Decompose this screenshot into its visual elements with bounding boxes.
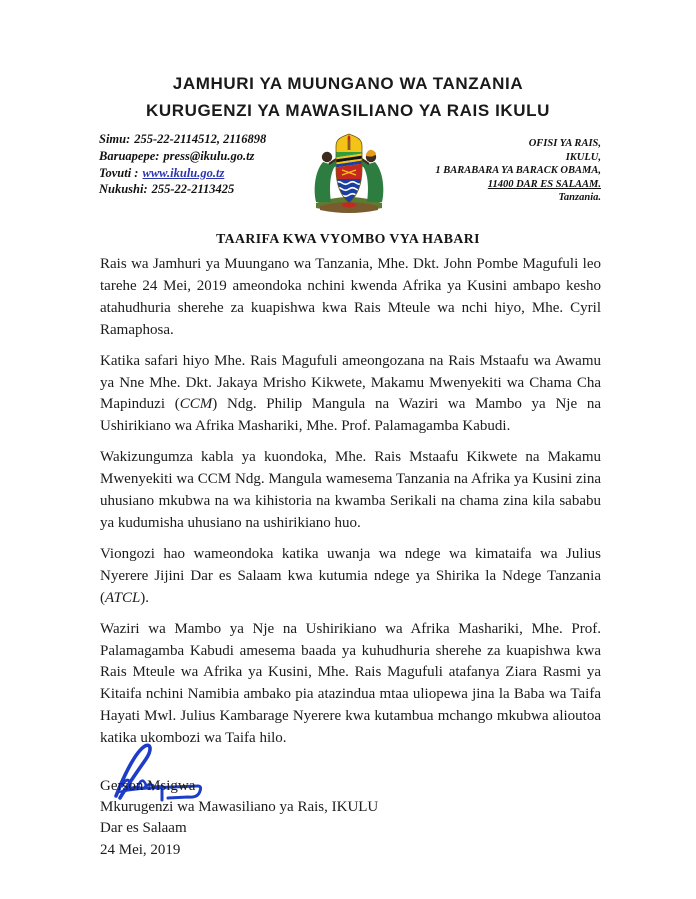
signatory-city: Dar es Salaam <box>100 820 187 837</box>
paragraph-3-text: Wakizungumza kabla ya kuondoka, Mhe. Rais Mstaafu Kikwete na Makamu Mwenyekiti wa CCM Ndg. Mangula wamesema Tanzania na Afrika ya Kusini zina uhusiano mkubwa na wa kihistoria na kwamba Serikali na chama zina kila sababu ya kudumisha uhusiano na ushirikiano huo. <box>100 449 601 531</box>
paragraph-5-text: Waziri wa Mambo ya Nje na Ushirikiano wa Afrika Mashariki, Mhe. Prof. Palamagamba Kabudi amesema baada ya kuhudhuria sherehe za kuapishwa kwa Rais Mteule wa Afrika ya Kusini, Mhe. Rais Magufuli atafanya Ziara Rasmi ya Kitaifa nchini Namibia ambako pia atazindua mtaa uliopewa jina la Baba wa Taifa Hayati Mwl. Julius Kambarage Nyerere kwa kutambua mchango mkubwa alioutoa katika ukombozi wa Taifa hilo. <box>100 620 601 747</box>
email-label: Baruapepe: <box>99 148 160 163</box>
signatory-title: Mkurugenzi wa Mawasiliano ya Rais, IKULU <box>100 799 379 816</box>
title-line-2: KURUGENZI YA MAWASILIANO YA RAIS IKULU <box>145 101 551 120</box>
office-line: OFISI YA RAIS, <box>528 138 601 149</box>
email-value: press@ikulu.go.tz <box>163 148 255 163</box>
signature-block <box>100 776 378 861</box>
title-line-1: JAMHURI YA MUUNGANO WA TANZANIA <box>172 74 524 93</box>
fax-label: Nukushi: <box>99 182 148 197</box>
paragraph-2-text-cont: ) Ndg. Philip Mangula na Waziri wa Mambo ya Nje na Ushirikiano wa Afrika Mashariki, Mhe. Prof. Palamagamba Kabudi. <box>100 396 602 435</box>
paragraph-1-text: Rais wa Jamhuri ya Muungano wa Tanzania, Mhe. Dkt. John Pombe Magufuli leo tarehe 24 Mei, 2019 ameondoka nchini kwenda Afrika ya Kusini ambapo kesho atahudhuria sherehe za kuapishwa kwa Rais Mteule wa nchi hiyo, Mhe. Cyril Ramaphosa. <box>100 256 601 338</box>
signatory-date: 24 Mei, 2019 <box>100 841 181 858</box>
office-address-block <box>435 137 601 205</box>
contact-block <box>99 131 266 198</box>
website-link[interactable]: www.ikulu.go.tz <box>142 165 225 180</box>
paragraph-4-text-cont: ). <box>140 589 150 606</box>
website-label: Tovuti : <box>99 165 139 180</box>
letterhead-title <box>0 70 696 124</box>
paragraph-2-acronym: CCM <box>179 396 213 413</box>
office-line-country: Tanzania. <box>558 192 601 204</box>
phone-value: 255-22-2114512, 2116898 <box>134 132 267 146</box>
paragraph-5 <box>100 619 601 750</box>
phone-line <box>99 131 266 148</box>
paragraph-4-acronym: ATCL <box>105 589 141 606</box>
fax-line <box>99 181 266 198</box>
office-line: 1 BARABARA YA BARACK OBAMA, <box>435 165 601 177</box>
phone-label: Simu: <box>99 132 131 146</box>
email-line <box>99 148 266 165</box>
paragraph-1 <box>100 254 601 342</box>
document-body <box>100 254 601 759</box>
signatory-name: Gerson Msigwa <box>100 778 196 794</box>
website-line <box>99 165 266 182</box>
paragraph-2 <box>100 351 601 439</box>
paragraph-2-text: Katika safari hiyo Mhe. Rais Magufuli ameongozana na Rais Mstaafu wa Awamu ya Nne Mhe. Dkt. Jakaya Mrisho Kikwete, Makamu Mwenyekiti wa Chama Cha Mapinduzi ( <box>100 352 601 413</box>
coat-of-arms-svg <box>304 131 394 215</box>
paragraph-3 <box>100 447 601 535</box>
paragraph-4-text: Viongozi hao wameondoka katika uwanja wa ndege wa kimataifa wa Julius Nyerere Jijini Dar es Salaam kwa kutumia ndege ya Shirika la Ndege Tanzania ( <box>100 545 601 606</box>
office-line: IKULU, <box>565 151 601 163</box>
office-line-postal: 11400 DAR ES SALAAM. <box>487 178 601 190</box>
document-heading: TAARIFA KWA VYOMBO VYA HABARI <box>216 231 480 246</box>
tanzania-coat-of-arms-icon <box>304 131 394 215</box>
fax-value: 255-22-2113425 <box>151 182 235 197</box>
paragraph-4 <box>100 544 601 610</box>
